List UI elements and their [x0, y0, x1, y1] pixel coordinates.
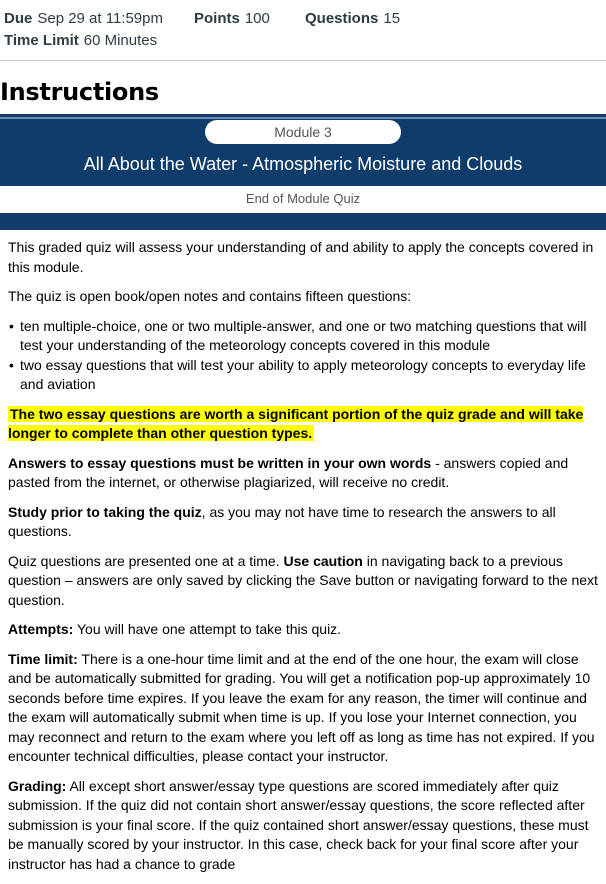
module-subtitle: End of Module Quiz	[0, 186, 606, 212]
study-note: Study prior to taking the quiz, as you may not have time to research the answers to all questions.	[8, 503, 556, 539]
questions-item	[305, 10, 400, 27]
due-label: Due	[4, 10, 33, 27]
essay-weight-note	[8, 405, 604, 444]
time-limit-value: 60 Minutes	[83, 32, 158, 49]
due-value: Sep 29 at 11:59pm	[37, 10, 163, 27]
questions-value: 15	[383, 10, 401, 27]
navigation-note: Quiz questions are presented one at a time. Use caution in navigating back to a previous question – answers are only saved by clicking the Save button or navigating forward to the next question.	[8, 552, 598, 608]
attempts-note: Attempts: You will have one attempt to take this quiz.	[8, 621, 342, 637]
list-item: • two essay questions that will test your ability to apply meteorology concepts to everyday life and aviation	[9, 356, 586, 392]
module-pill: Module 3	[205, 120, 401, 144]
banner-stripe	[0, 117, 606, 119]
due-item	[4, 10, 163, 27]
quiz-meta-header	[0, 0, 606, 61]
essay-originality-note: Answers to essay questions must be written in your own words - answers copied and pasted from the internet, or otherwise plagiarized, will receive no credit.	[8, 454, 569, 490]
time-limit-note: Time limit: There is a one-hour time limit and at the end of the one hour, the exam will close and be automatically submitted for grading. You will get a notification pop-up approximately 10 seconds before time expires. If you leave the exam for any reason, the timer will continue and the exam will automatically submit when time is up. If you lose your Internet connection, you may reconnect and return to the exam where you left off as long as time has not expired. If you encounter technical difficulties, please contact your instructor.	[8, 650, 595, 764]
question-types-list	[8, 317, 604, 395]
module-title: All About the Water - Atmospheric Moisture and Clouds	[83, 154, 523, 174]
points-item	[194, 10, 270, 27]
questions-label: Questions	[305, 10, 379, 27]
time-limit-label: Time Limit	[4, 32, 79, 49]
instructions-body	[8, 238, 604, 884]
meta-row-2	[4, 32, 157, 49]
list-item: • ten multiple-choice, one or two multiple-answer, and one or two matching questions that will test your understanding of the meteorology concepts covered in this module	[9, 317, 587, 353]
grading-note: Grading: All except short answer/essay type questions are scored immediately after quiz submission. If the quiz did not contain short answer/essay questions, the score reflected after submission is your final score. If the quiz contained short answer/essay questions, these must be manually scored by your instructor. In this case, check back for your final score after your instructor has had a chance to grade	[8, 777, 589, 872]
banner-bottom-bar	[0, 213, 606, 230]
bullet-icon: •	[9, 356, 14, 373]
page-title: Instructions	[0, 78, 159, 106]
points-label: Points	[194, 10, 240, 27]
points-value: 100	[244, 10, 270, 27]
questions-intro: The quiz is open book/open notes and contains fifteen questions:	[8, 288, 412, 304]
highlighted-text: The two essay questions are worth a significant portion of the quiz grade and will take longer to complete than other question types.	[8, 405, 584, 441]
bullet-icon: •	[9, 317, 14, 334]
intro-paragraph: This graded quiz will assess your understanding of and ability to apply the concepts covered in this module.	[8, 239, 594, 275]
meta-row-1	[4, 10, 401, 27]
